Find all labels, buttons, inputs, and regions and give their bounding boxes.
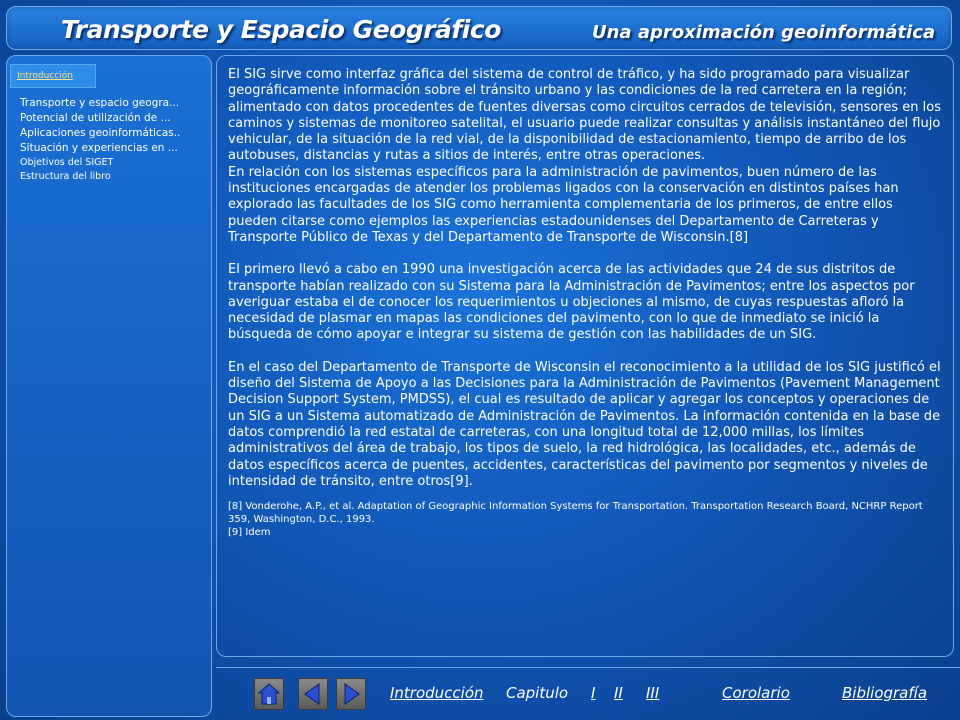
previous-button[interactable] xyxy=(298,678,328,710)
sidebar-item-situacion[interactable]: Situación y experiencias en ... xyxy=(20,142,178,154)
references xyxy=(228,500,944,539)
sidebar xyxy=(6,55,212,717)
footer-link-introduccion[interactable]: Introducción xyxy=(390,684,484,702)
footer-link-corolario[interactable]: Corolario xyxy=(722,684,790,702)
home-icon xyxy=(255,679,283,709)
arrow-right-icon xyxy=(337,679,365,709)
paragraph: En el caso del Departamento de Transporte de Wisconsin el reconocimiento a la utilidad de los SIG justificó el diseño del Sistema de Apoyo a las Decisiones para la Administración de Pavimentos (Pavement Management Decision Support System, PMDSS), el cual es resultado de aplicar y agregar los conceptos y operaciones de un SIG a un Sistema automatizado de Administración de Pavimentos. La información contenida en la base de datos comprendió la red estatal de carreteras, con una longitud total de 12,000 millas, los límites administrativos del área de trabajo, los tipos de suelo, la red hidrológica, las localidades, etc., además de datos específicos acerca de puentes, accidentes, características del pavimento por segmentos y niveles de intensidad de tránsito, entre otros[9]. xyxy=(228,359,941,489)
paragraph: El primero llevó a cabo en 1990 una investigación acerca de las actividades que 24 de sus distritos de transporte habían realizado con su Sistema para la Administración de Pavimentos; entre los aspectos por averiguar estaba el de conocer los requerimientos u objeciones al mismo, de cuyas respuestas afloró la necesidad de plasmar en mapas las condiciones del pavimento, con lo que de inmediato se inició la búsqueda de cómo apoyar e integrar su sistema de gestión con las habilidades de un SIG. xyxy=(228,262,915,343)
sidebar-item-transporte[interactable]: Transporte y espacio geogra... xyxy=(20,97,180,109)
home-button[interactable] xyxy=(254,678,284,710)
paragraph: En relación con los sistemas específicos para la administración de pavimentos, buen número de las instituciones encargadas de atender los problemas ligados con la conservación en distintos países han explorado las facultades de los SIG como herramienta complementaria de los primeros, de entre ellos pueden citarse como ejemplos las experiencias estadounidenses del Departamento de Carreteras y Transporte Público de Texas y del Departamento de Transporte de Wisconsin.[8] xyxy=(228,164,899,245)
arrow-left-icon xyxy=(299,679,327,709)
sidebar-list xyxy=(20,96,210,184)
content-panel xyxy=(216,55,954,657)
footer-divider xyxy=(216,667,960,668)
sidebar-item-potencial[interactable]: Potencial de utilización de ... xyxy=(20,112,171,124)
page-subtitle: Una aproximación geoinformática xyxy=(592,22,936,43)
header-bar xyxy=(6,6,952,50)
footer-link-chapter-3[interactable]: III xyxy=(646,684,660,702)
reference-item: [8] Vonderohe, A.P., et al. Adaptation of Geographic Information Systems for Transportation. Transportation Research Board, NCHRP Report 359, Washington, D.C., 1993. xyxy=(228,501,923,526)
sidebar-item-estructura[interactable]: Estructura del libro xyxy=(20,171,111,182)
footer-link-chapter-1[interactable]: I xyxy=(591,684,596,702)
paragraph: El SIG sirve como interfaz gráfica del sistema de control de tráfico, y ha sido programado para visualizar geográficamente información sobre el tránsito urbano y las condiciones de la red carretera en la región; alimentado con datos procedentes de fuentes diversas como circuitos cerrados de televisión, sensores en los caminos y sistemas de monitoreo satelital, el usuario puede realizar consultas y análisis instantáneo del flujo vehicular, de la situación de la red vial, de la disponibilidad de estacionamiento, tiempo de arribo de los autobuses, distancias y rutas a sitios de interés, entre otras operaciones. xyxy=(228,67,941,164)
content-text xyxy=(228,67,944,539)
footer-link-bibliografia[interactable]: Bibliografía xyxy=(842,684,928,702)
sidebar-item-objetivos[interactable]: Objetivos del SIGET xyxy=(20,157,114,168)
next-button[interactable] xyxy=(336,678,366,710)
sidebar-intro-tab[interactable]: Introducción xyxy=(10,64,96,88)
page-title: Transporte y Espacio Geográfico xyxy=(61,15,501,44)
footer-link-chapter-2[interactable]: II xyxy=(614,684,623,702)
sidebar-item-aplicaciones[interactable]: Aplicaciones geoinformáticas.. xyxy=(20,127,181,139)
footer-capitulo-label: Capitulo xyxy=(506,684,569,702)
reference-item: [9] Idem xyxy=(228,527,271,539)
